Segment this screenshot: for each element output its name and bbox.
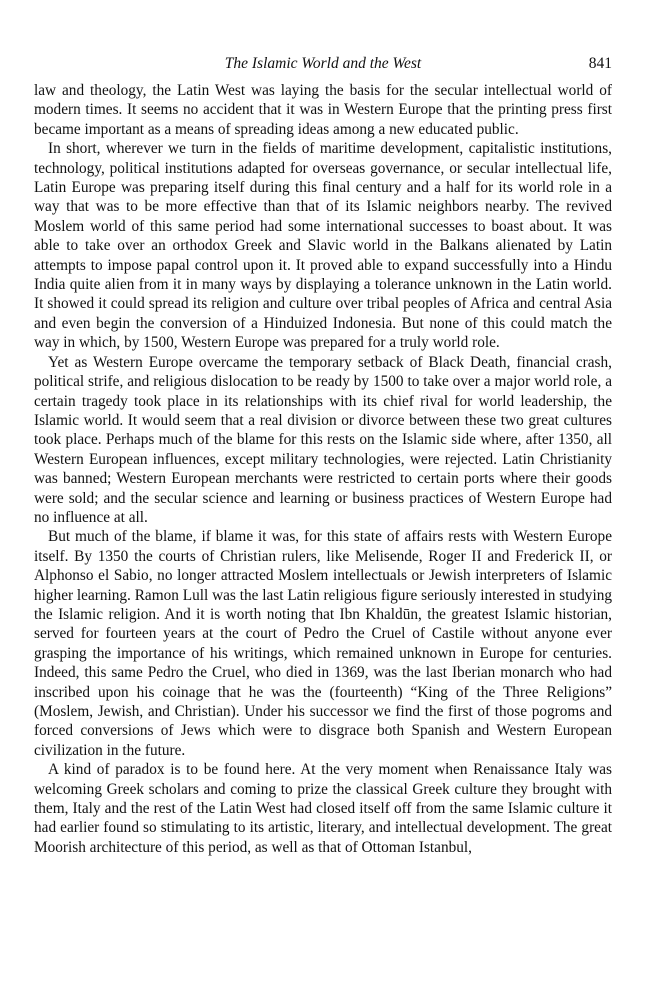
page-number: 841 [588, 55, 612, 72]
paragraph-1: law and theology, the Latin West was laying the basis for the secular intellectual world of modern times. It seems no accident that it was in Western Europe that the printing press first became important as a means of spreading ideas among a new educated public. [34, 82, 612, 138]
paragraph-5: A kind of paradox is to be found here. At the very moment when Renaissance Italy was welcoming Greek scholars and coming to prize the classical Greek culture they brought with them, Italy and the rest of the Latin West had closed itself off from the same Islamic culture it had earlier found so stimulating to its artistic, literary, and intellectual development. The great Moorish architecture of this period, as well as that of Ottoman Istanbul, [34, 761, 612, 856]
paragraph-3: Yet as Western Europe overcame the temporary setback of Black Death, financial crash, political strife, and religious dislocation to be ready by 1500 to take over a major world role, a certain tragedy took place in its relationships with its chief rival for world leadership, the Islamic world. It would seem that a real division or divorce between these two great cultures took place. Perhaps much of the blame for this rests on the Islamic side where, after 1350, all Western European influences, except military technologies, were rejected. Latin Christianity was banned; Western European merchants were restricted to certain ports where their goods were sold; and the secular science and learning or business practices of Western Europe had no influence at all. [34, 353, 612, 526]
paragraph-2: In short, wherever we turn in the fields of maritime development, capitalistic institutions, technology, political institutions adapted for overseas governance, or secular intellectual life, Latin Europe was preparing itself during this final century and a half for its world role in a way that was to be more effective than that of its Islamic neighbors nearby. The revived Moslem world of this same period had some international successes to boast about. It was able to take over an orthodox Greek and Slavic world in the Balkans alienated by Latin attempts to impose papal control upon it. It proved able to expand successfully into a Hindu India quite alien from it in many ways by displaying a tolerance unknown in the Latin world. It showed it could spread its religion and culture over tribal peoples of Africa and central Asia and even begin the conversion of a Hinduized Indonesia. But none of this could match the way in which, by 1500, Western Europe was prepared for a truly world role. [34, 140, 612, 352]
running-title: The Islamic World and the West [224, 55, 422, 72]
running-head [34, 55, 612, 77]
paragraph-4: But much of the blame, if blame it was, for this state of affairs rests with Western Europe itself. By 1350 the courts of Christian rulers, like Melisende, Roger II and Frederick II, or Alphonso el Sabio, no longer attracted Moslem intellectuals or Jewish interpreters of Islamic higher learning. Ramon Lull was the last Latin religious figure seriously interested in studying the Islamic religion. And it is worth noting that Ibn Khaldūn, the greatest Islamic historian, served for fourteen years at the court of Pedro the Cruel of Castile without anyone ever grasping the importance of his writings, which remained unknown in Europe for centuries. Indeed, this same Pedro the Cruel, who died in 1369, was the last Iberian monarch who had inscribed upon his coinage that he was the (fourteenth) “King of the Three Religions” (Moslem, Jewish, and Christian). Under his successor we find the first of those pogroms and forced conversions of Jews which were to disgrace both Spanish and Western European civilization in the future. [34, 528, 612, 759]
body-text [34, 81, 612, 857]
